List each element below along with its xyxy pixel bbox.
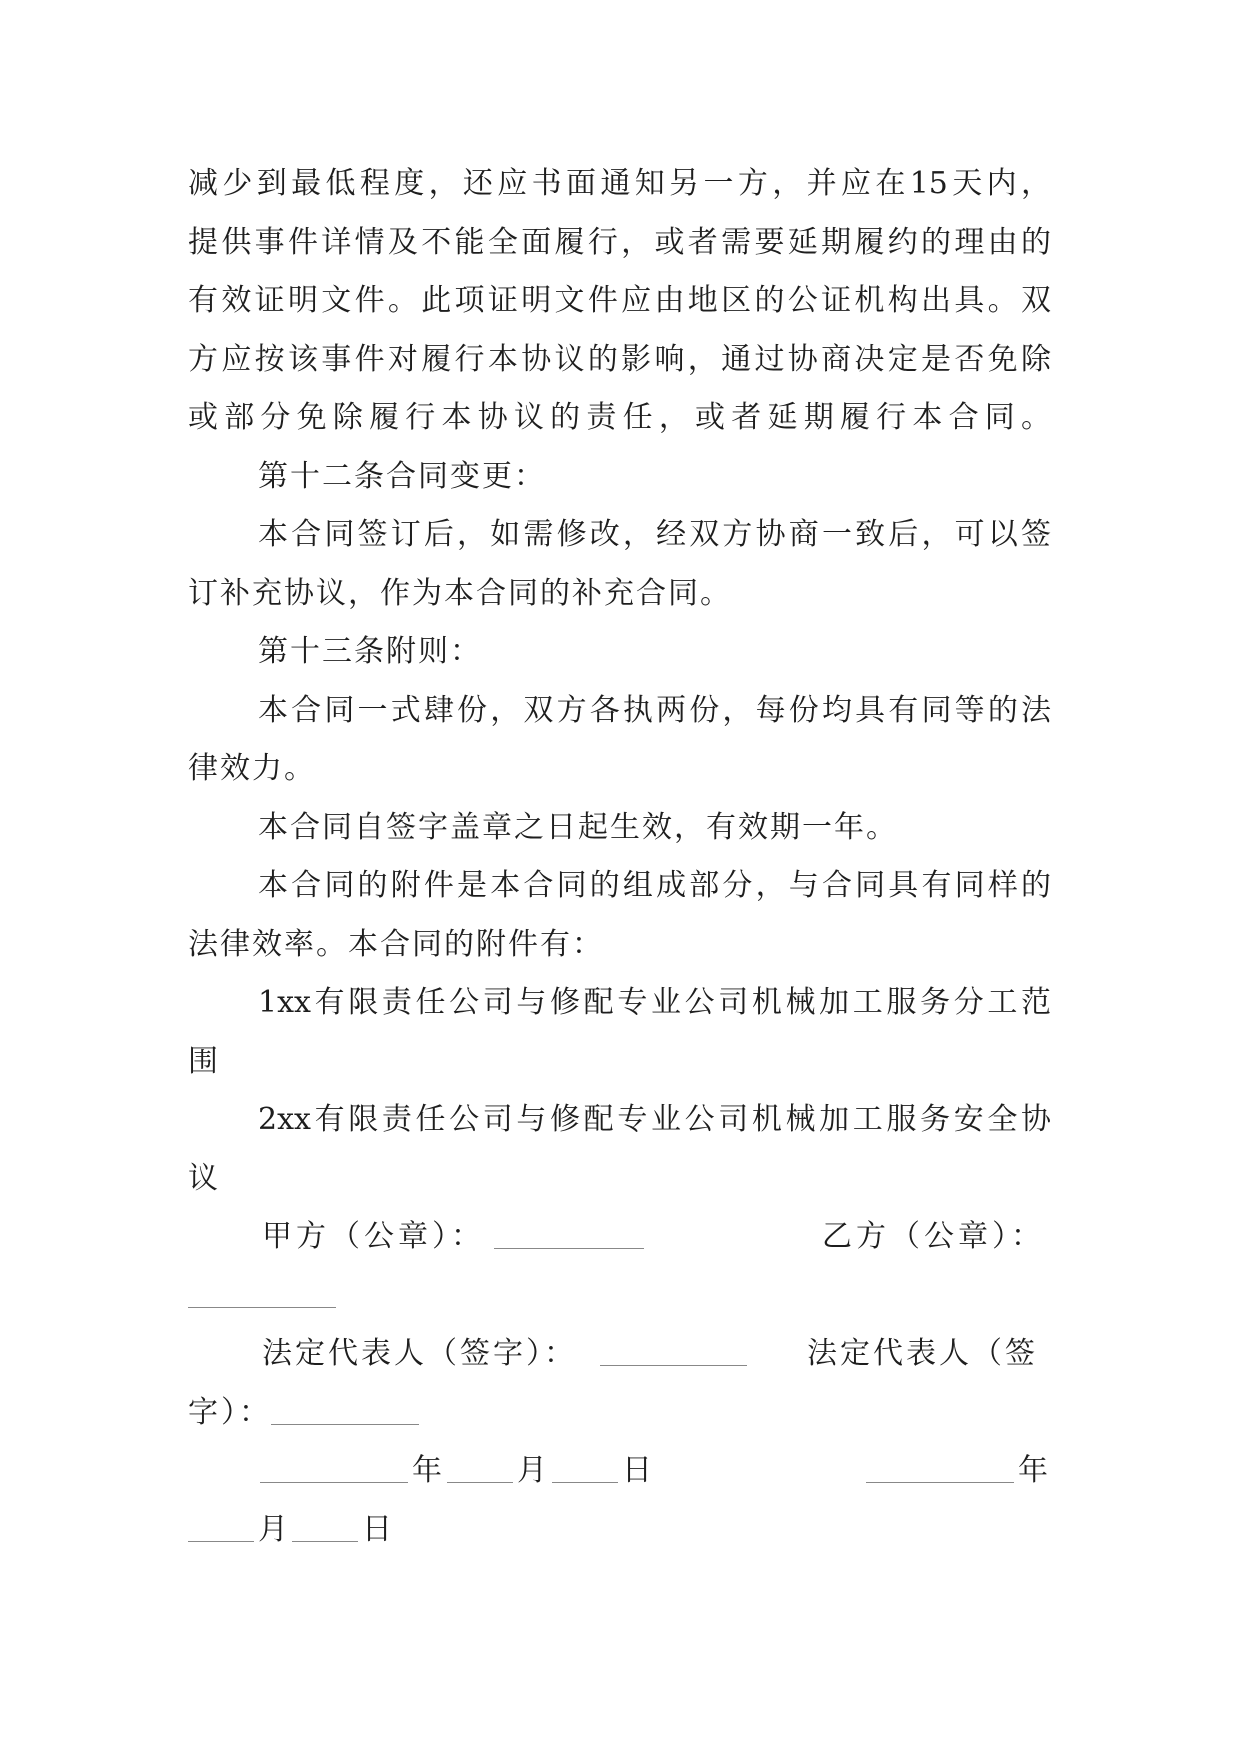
paragraph-line: 围 [188, 1044, 220, 1079]
year-label: 年 [412, 1453, 444, 1488]
day-label: 日 [362, 1512, 394, 1547]
article-13-heading: 第十三条附则： [258, 634, 482, 669]
paragraph-line: 议 [188, 1161, 220, 1196]
article-12-heading: 第十二条合同变更： [258, 459, 546, 494]
month-label: 月 [258, 1512, 290, 1547]
date-line-cont [0, 1510, 1241, 1550]
party-a-month-blank[interactable] [447, 1482, 513, 1483]
party-a-year-blank[interactable] [260, 1482, 408, 1483]
month-label: 月 [517, 1453, 549, 1488]
party-b-rep-label-cont: 字）： [188, 1395, 272, 1430]
paragraph-line: 法律效率。本合同的附件有： [188, 927, 604, 962]
party-a-day-blank[interactable] [552, 1482, 618, 1483]
paragraph-line: 本合同签订后，如需修改，经双方协商一致后，可以签 [258, 517, 1051, 552]
representative-line-cont [0, 1393, 1241, 1433]
attachment-item-1: 1xx有限责任公司与修配专业公司机械加工服务分工范 [258, 985, 1051, 1020]
party-b-seal-blank[interactable] [188, 1307, 336, 1308]
seal-line-cont [0, 1276, 1241, 1316]
paragraph-line: 订补充协议，作为本合同的补充合同。 [188, 576, 732, 611]
attachment-item-2: 2xx有限责任公司与修配专业公司机械加工服务安全协 [258, 1102, 1051, 1137]
seal-line [0, 1217, 1241, 1257]
party-a-seal-label: 甲方（公章）： [262, 1219, 485, 1254]
party-a-rep-label: 法定代表人（签字）： [262, 1336, 577, 1371]
day-label: 日 [622, 1453, 654, 1488]
party-b-rep-blank[interactable] [271, 1424, 419, 1425]
party-b-rep-label: 法定代表人（签 [807, 1336, 1038, 1371]
party-a-rep-blank[interactable] [600, 1365, 747, 1366]
party-b-month-blank[interactable] [188, 1541, 254, 1542]
year-label: 年 [1018, 1453, 1050, 1488]
paragraph-line: 律效力。 [188, 751, 316, 786]
paragraph-line: 有效证明文件。此项证明文件应由地区的公证机构出具。双 [188, 283, 1051, 318]
representative-line [0, 1334, 1241, 1374]
paragraph-line: 本合同自签字盖章之日起生效，有效期一年。 [258, 810, 898, 845]
party-b-year-blank[interactable] [866, 1482, 1014, 1483]
party-a-seal-blank[interactable] [494, 1248, 644, 1249]
date-line [0, 1451, 1241, 1491]
party-b-day-blank[interactable] [292, 1541, 358, 1542]
paragraph-line: 本合同一式肆份，双方各执两份，每份均具有同等的法 [258, 693, 1051, 728]
paragraph-line: 减少到最低程度，还应书面通知另一方，并应在15天内， [188, 166, 1051, 201]
paragraph-line: 提供事件详情及不能全面履行，或者需要延期履约的理由的 [188, 225, 1051, 260]
paragraph-line: 方应按该事件对履行本协议的影响，通过协商决定是否免除 [188, 342, 1051, 377]
paragraph-line: 本合同的附件是本合同的组成部分，与合同具有同样的 [258, 868, 1051, 903]
paragraph-line: 或部分免除履行本协议的责任，或者延期履行本合同。 [188, 400, 1051, 435]
party-b-seal-label: 乙方（公章）： [822, 1219, 1045, 1254]
